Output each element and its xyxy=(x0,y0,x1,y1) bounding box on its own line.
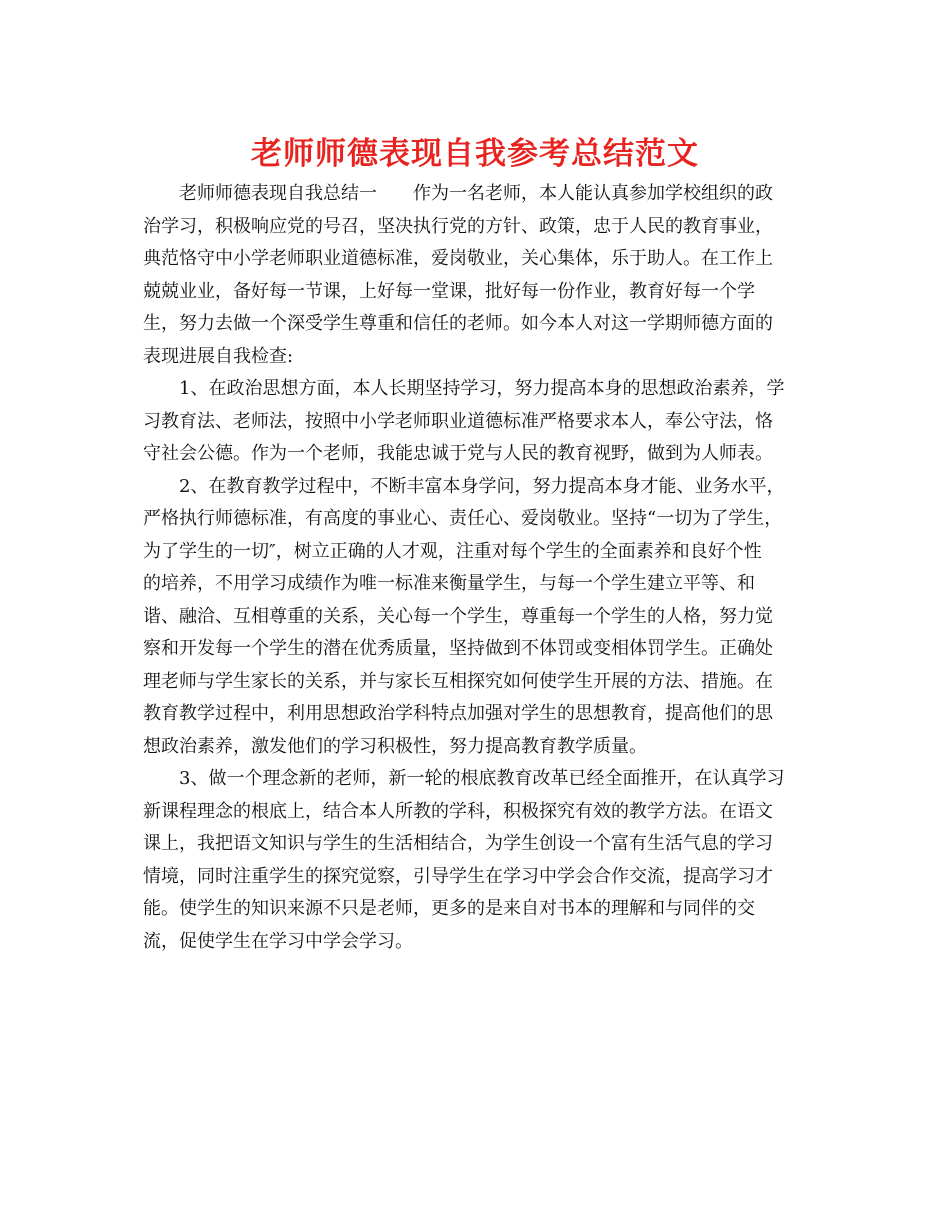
text-line: 情境，同时注重学生的探究觉察，引导学生在学习中学会合作交流，提高学习才 xyxy=(143,865,773,887)
text-line: 谐、融洽、互相尊重的关系，关心每一个学生，尊重每一个学生的人格，努力觉 xyxy=(143,605,773,627)
text-line: 生，努力去做一个深受学生尊重和信任的老师。如今本人对这一学期师德方面的 xyxy=(143,313,773,334)
text-line: 课上，我把语文知识与学生的生活相结合，为学生创设一个富有生活气息的学习 xyxy=(143,833,773,854)
text-line: 能。使学生的知识来源不只是老师，更多的是来自对书本的理解和与同伴的交 xyxy=(143,898,755,919)
document-body xyxy=(143,178,807,958)
text-line: 习教育法、老师法，按照中小学老师职业道德标准严格要求本人，奉公守法，恪 xyxy=(143,410,773,432)
paragraph-1 xyxy=(143,373,807,471)
text-line: 治学习，积极响应党的号召，坚决执行党的方针、政策，忠于人民的教育事业， xyxy=(143,215,773,237)
text-line: 教育教学过程中，利用思想政治学科特点加强对学生的思想教育，提高他们的思 xyxy=(143,703,773,724)
text-line: 理老师与学生家长的关系，并与家长互相探究如何使学生开展的方法、措施。在 xyxy=(143,670,773,692)
text-line: 察和开发每一个学生的潜在优秀质量，坚持做到不体罚或变相体罚学生。正确处 xyxy=(143,638,773,659)
text-line: 2、在教育教学过程中，不断丰富本身学问，努力提高本身才能、业务水平， xyxy=(179,475,785,497)
text-line: 新课程理念的根底上，结合本人所教的学科，积极探究有效的教学方法。在语文 xyxy=(143,800,773,822)
text-line: 1、在政治思想方面，本人长期坚持学习，努力提高本身的思想政治素养，学 xyxy=(179,378,785,399)
text-line: 守社会公德。作为一个老师，我能忠诚于党与人民的教育视野，做到为人师表。 xyxy=(143,443,773,464)
text-line: 的培养，不用学习成绩作为唯一标准来衡量学生，与每一个学生建立平等、和 xyxy=(143,573,755,594)
text-line: 为了学生的一切″，树立正确的人才观，注重对每个学生的全面素养和良好个性 xyxy=(143,540,762,562)
text-line: 严格执行师德标准，有高度的事业心、责任心、爱岗敬业。坚持“一切为了学生， xyxy=(143,508,783,529)
text-line: 表现进展自我检查: xyxy=(143,345,294,367)
document-title: 老师师德表现自我参考总结范文 xyxy=(251,136,699,172)
text-line: 老师师德表现自我总结一 作为一名老师，本人能认真参加学校组织的政 xyxy=(179,183,773,204)
text-line: 兢兢业业，备好每一节课，上好每一堂课，批好每一份作业，教育好每一个学 xyxy=(143,280,755,302)
text-line: 典范恪守中小学老师职业道德标准，爱岗敬业，关心集体，乐于助人。在工作上 xyxy=(143,248,773,269)
paragraph-3 xyxy=(143,763,807,958)
text-line: 流，促使学生在学习中学会学习。 xyxy=(143,930,413,952)
text-line: 3、做一个理念新的老师，新一轮的根底教育改革已经全面推开，在认真学习 xyxy=(179,768,785,789)
text-line: 想政治素养，激发他们的学习积极性，努力提高教育教学质量。 xyxy=(143,735,647,757)
paragraph-2 xyxy=(143,471,807,764)
paragraph-intro xyxy=(143,178,807,373)
